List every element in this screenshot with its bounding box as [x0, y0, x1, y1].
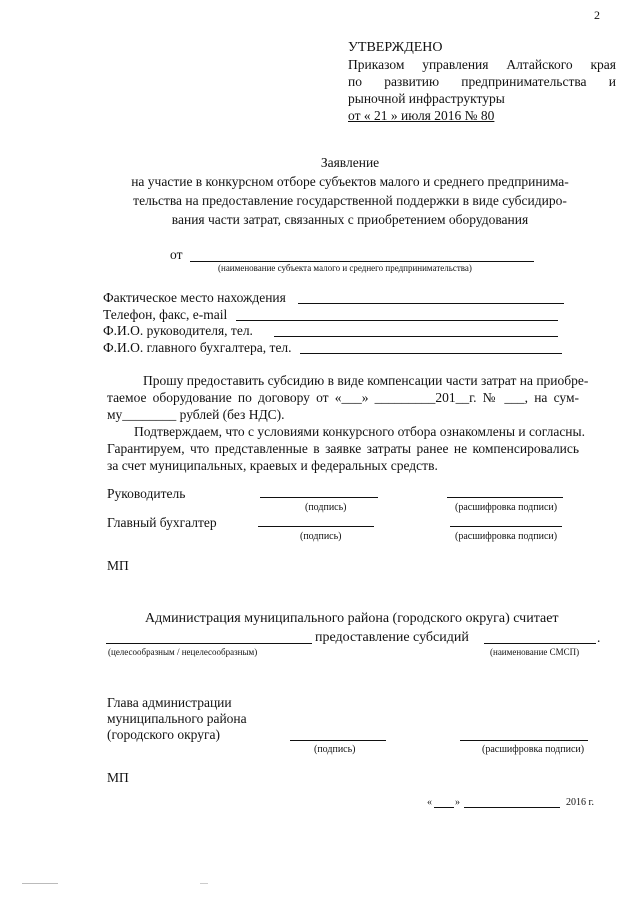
director-label: Ф.И.О. руководителя, тел.	[103, 323, 253, 338]
accountant-label: Ф.И.О. главного бухгалтера, тел.	[103, 340, 292, 355]
head-title-line: муниципального района	[107, 711, 247, 726]
expediency-field[interactable]	[106, 643, 312, 644]
paragraph-line: Гарантируем, что представленные в заявке затраты ранее не компенсировались	[107, 441, 579, 456]
signature-caption: (подпись)	[314, 744, 356, 755]
approval-date: от « 21 » июля 2016 № 80	[348, 108, 495, 123]
expediency-caption: (целесообразным / нецелесообразным)	[108, 647, 258, 657]
decode-caption: (расшифровка подписи)	[455, 502, 558, 513]
decode-caption: (расшифровка подписи)	[482, 744, 585, 755]
page-number: 2	[594, 8, 600, 22]
director-signature-label: Руководитель	[107, 486, 186, 501]
paragraph-line: Подтверждаем, что с условиями конкурсного отбора ознакомлены и согласны.	[134, 424, 585, 439]
heading-line: вания части затрат, связанных с приобретением оборудования	[171, 212, 529, 227]
head-title-line: (городского округа)	[107, 727, 221, 742]
administration-text: Администрация муниципального района (городского округа) считает	[145, 611, 559, 626]
head-signature-field[interactable]	[290, 740, 386, 741]
paragraph-line: за счет муниципальных, краевых и федеральных средств.	[107, 458, 438, 473]
scan-artifact	[200, 883, 208, 884]
stamp-label: МП	[107, 770, 129, 785]
decode-caption: (расшифровка подписи)	[455, 531, 558, 542]
applicant-name-field[interactable]	[190, 261, 534, 262]
scan-artifact	[22, 883, 58, 884]
subsidy-text: предоставление субсидий	[315, 630, 469, 645]
heading-line: на участие в конкурсном отборе субъектов малого и среднего предпринима-	[131, 174, 569, 189]
approval-line: по развитию предпринимательства и	[348, 74, 616, 89]
approval-line: рыночной инфраструктуры	[348, 91, 505, 106]
date-day-field[interactable]	[434, 807, 454, 808]
date-year: 2016 г.	[566, 797, 594, 808]
from-label: от	[170, 247, 183, 262]
paragraph-line: Прошу предоставить субсидию в виде компенсации части затрат на приобре-	[143, 373, 589, 388]
signature-caption: (подпись)	[305, 502, 347, 513]
accountant-signature-field[interactable]	[258, 526, 374, 527]
director-decode-field[interactable]	[447, 497, 563, 498]
location-field[interactable]	[298, 303, 564, 304]
approval-title: УТВЕРЖДЕНО	[348, 40, 443, 55]
date-month-field[interactable]	[464, 807, 560, 808]
paragraph-line: му________ рублей (без НДС).	[107, 407, 285, 422]
sentence-period: .	[597, 630, 601, 645]
location-label: Фактическое место нахождения	[103, 290, 286, 305]
smsp-name-field[interactable]	[484, 643, 596, 644]
document-title: Заявление	[320, 155, 380, 170]
head-title-line: Глава администрации	[107, 695, 232, 710]
signature-caption: (подпись)	[300, 531, 342, 542]
phone-label: Телефон, факс, e-mail	[103, 307, 228, 322]
accountant-field[interactable]	[300, 353, 562, 354]
paragraph-line: таемое оборудование по договору от «___» _________201__г. № ___, на сум-	[107, 390, 579, 405]
director-signature-field[interactable]	[260, 497, 378, 498]
date-quote-open: «	[427, 797, 432, 808]
phone-field[interactable]	[236, 320, 558, 321]
stamp-label: МП	[107, 558, 129, 573]
head-decode-field[interactable]	[460, 740, 588, 741]
accountant-decode-field[interactable]	[450, 526, 562, 527]
approval-line: Приказом управления Алтайского края	[348, 57, 616, 72]
director-field[interactable]	[274, 336, 558, 337]
date-quote-close: »	[455, 797, 460, 808]
accountant-signature-label: Главный бухгалтер	[107, 515, 217, 530]
heading-line: тельства на предоставление государственной поддержки в виде субсидиро-	[133, 193, 567, 208]
smsp-caption: (наименование СМСП)	[490, 647, 580, 657]
applicant-name-caption: (наименование субъекта малого и среднего предпринимательства)	[218, 263, 472, 273]
